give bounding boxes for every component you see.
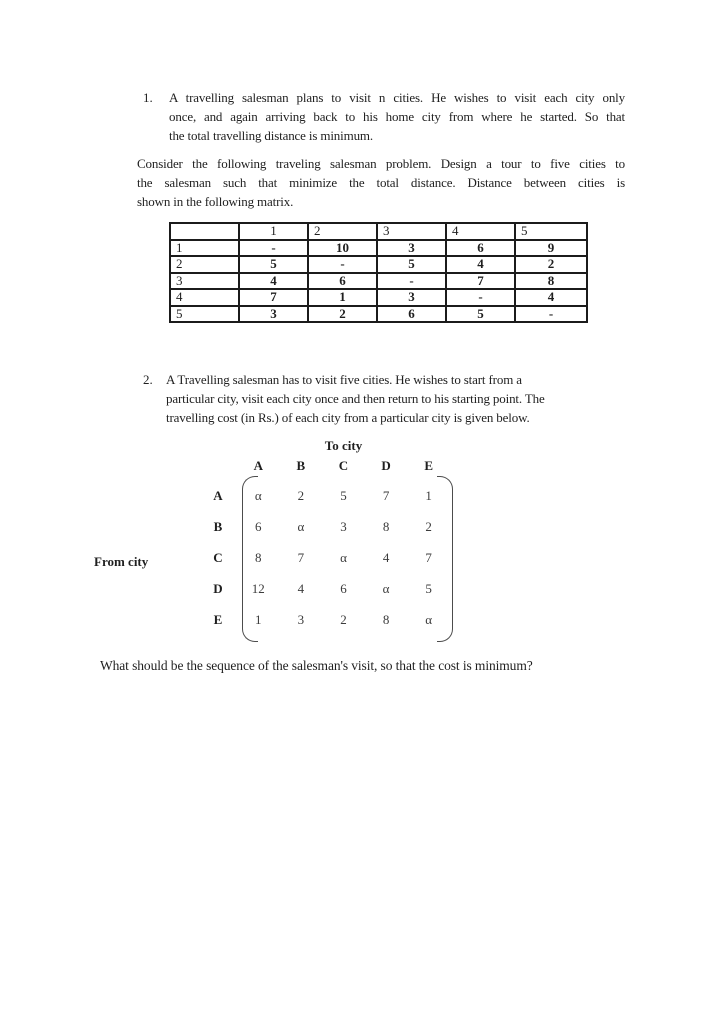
table-header-row [170, 223, 587, 240]
table-cell: 7 [239, 289, 308, 306]
matrix-cell: 5 [340, 487, 347, 503]
text-line: the total travelling distance is minimum. [169, 128, 373, 143]
text-line: A Travelling salesman has to visit five cities. He wishes to start from a [166, 372, 522, 387]
matrix-cell: 12 [251, 580, 265, 596]
column-header: 2 [308, 223, 377, 240]
table-cell: 6 [308, 273, 377, 290]
matrix-cell: 5 [425, 580, 432, 596]
table-cell: 8 [515, 273, 587, 290]
text-line: shown in the following matrix. [137, 194, 294, 209]
table-cell: - [239, 240, 308, 257]
table-cell: 5 [377, 256, 446, 273]
problem2-number: 2. [143, 372, 153, 387]
matrix-cell: 2 [425, 518, 432, 534]
matrix-cell: 7 [425, 549, 432, 565]
row-label: 4 [170, 289, 239, 306]
text-line: A travelling salesman plans to visit n cities. He wishes to visit each city only [169, 90, 625, 105]
matrix-col-header: E [424, 458, 433, 473]
matrix-col-header: B [296, 458, 306, 473]
table-cell: 2 [308, 306, 377, 323]
text-line: particular city, visit each city once and then return to his starting point. The [166, 391, 545, 406]
matrix-cell: α [340, 549, 347, 565]
table-cell: 1 [308, 289, 377, 306]
table-cell: - [377, 273, 446, 290]
matrix-cell: 8 [255, 549, 262, 565]
table-cell: 5 [239, 256, 308, 273]
matrix-row-label: D [213, 580, 223, 596]
column-header: 5 [515, 223, 587, 240]
matrix-cell: α [254, 487, 262, 503]
table-cell: - [515, 306, 587, 323]
table-cell: 2 [515, 256, 587, 273]
intro-paragraph [137, 154, 625, 211]
matrix-col-header: C [338, 458, 349, 473]
table-cell: 3 [377, 289, 446, 306]
matrix-col-header: A [253, 458, 263, 473]
matrix-cell: 6 [340, 580, 347, 596]
matrix-cell: α [297, 518, 305, 534]
problem2-text [166, 370, 616, 427]
matrix-cell: 1 [255, 611, 262, 627]
row-label: 1 [170, 240, 239, 257]
question-text: What should be the sequence of the salesman's visit, so that the cost is minimum? [100, 658, 533, 673]
text-line: Consider the following traveling salesman problem. Design a tour to five cities to [137, 156, 625, 171]
table-row [170, 273, 587, 290]
matrix-cell: 7 [297, 549, 305, 565]
table-row [170, 289, 587, 306]
table-cell: 7 [446, 273, 515, 290]
distance-matrix-table [169, 222, 588, 323]
matrix-row-label: E [213, 611, 223, 627]
table-cell: 9 [515, 240, 587, 257]
matrix-cell: 6 [255, 518, 262, 534]
matrix-cell: α [382, 580, 390, 596]
column-header: 3 [377, 223, 446, 240]
matrix-cell: 1 [425, 487, 432, 503]
cost-matrix-grid [237, 480, 450, 635]
table-cell: 5 [446, 306, 515, 323]
table-cell: 10 [308, 240, 377, 257]
matrix-cell: 3 [340, 518, 347, 534]
matrix-cell: 7 [382, 487, 390, 503]
row-label: 3 [170, 273, 239, 290]
column-header: 1 [239, 223, 308, 240]
matrix-cell: 8 [382, 611, 390, 627]
matrix-cell: 4 [297, 580, 305, 596]
row-label: 5 [170, 306, 239, 323]
matrix-row-label: B [213, 518, 223, 534]
table-row [170, 306, 587, 323]
matrix-col-header: D [381, 458, 391, 473]
table-row [170, 240, 587, 257]
matrix-cell: 2 [297, 487, 305, 503]
corner-cell [170, 223, 239, 240]
to-city-label: To city [324, 438, 363, 453]
text-line: the salesman such that minimize the total distance. Distance between cities is [137, 175, 625, 190]
table-cell: 3 [377, 240, 446, 257]
column-header: 4 [446, 223, 515, 240]
matrix-cell: α [425, 611, 433, 627]
text-line: once, and again arriving back to his home city from where he started. So that [169, 109, 625, 124]
table-cell: 6 [377, 306, 446, 323]
text-line: travelling cost (in Rs.) of each city from a particular city is given below. [166, 410, 530, 425]
table-row [170, 256, 587, 273]
matrix-cell: 2 [340, 611, 347, 627]
problem1-number: 1. [143, 90, 153, 105]
table-cell: 6 [446, 240, 515, 257]
table-cell: - [446, 289, 515, 306]
table-cell: 4 [239, 273, 308, 290]
cost-matrix-column-headers [237, 458, 450, 474]
problem1-text [169, 88, 625, 145]
row-label: 2 [170, 256, 239, 273]
table-cell: 3 [239, 306, 308, 323]
from-city-label: From city [94, 554, 149, 569]
matrix-cell: 4 [382, 549, 390, 565]
matrix-cell: 8 [382, 518, 390, 534]
cost-matrix-row-headers [206, 480, 230, 635]
table-cell: 4 [446, 256, 515, 273]
matrix-row-label: A [213, 487, 223, 503]
matrix-row-label: C [213, 549, 223, 565]
table-cell: 4 [515, 289, 587, 306]
table-cell: - [308, 256, 377, 273]
matrix-cell: 3 [297, 611, 305, 627]
